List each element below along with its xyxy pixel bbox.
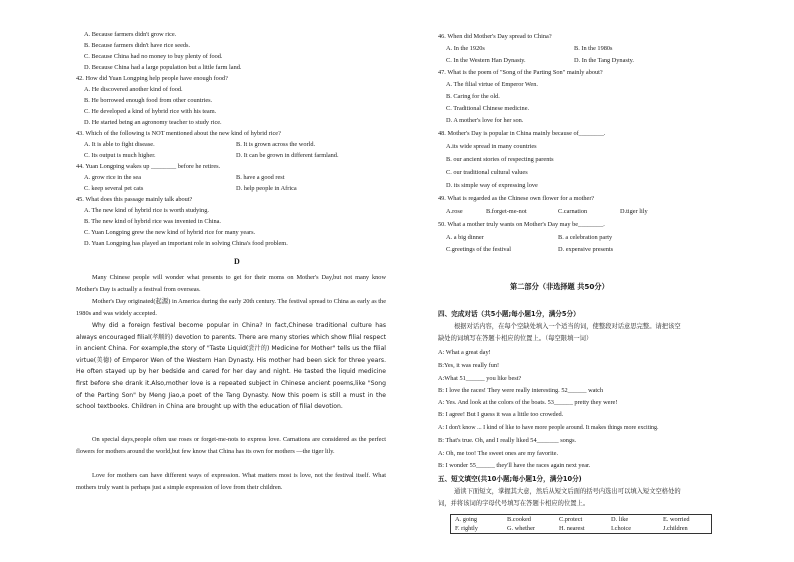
q41-option-c: C. Because China had no money to buy plenty of food. (84, 53, 223, 60)
dialogue-line-6: B: I agree! But I guess it was a little too crowded. (438, 411, 564, 418)
dialogue-line-8: B: That's true. Oh, and I really liked 54_______ songs. (438, 437, 577, 444)
passage-paragraph-3: Why did a foreign festival become popular in China? In fact,Chinese traditional culture has always encouraged filial(孝顺的) devotion to parents. There are many stories which show filial respect in ancient China. For example,the story of "Taste Liquid(尝汁的) Medicine for Mother" tells us the filial virtue(美德) of Emperor Wen of the Western Han Dynasty. His mother had been sick for three years. He often stayed up by her bedside and cared for her day and night. He tasted the liquid medicine first before she drank it.Also,mother love is a repeated subject in Chinese ancient poems,like "Song of the Parting Son" by Meng Jiao,a poet of the Tang Dynasty. Now this poem is still a must in the school textbooks. Children in China are brought up with the education of filial devotion. (76, 322, 386, 411)
word-choice: J.children (663, 525, 688, 532)
q50-option-b: B. a celebration party (558, 234, 613, 241)
q43-option-a: A. It is able to fight disease. (84, 141, 155, 148)
dialogue-line-2: B:Yes, it was really fun! (438, 362, 500, 369)
q41-option-d: D. Because China had a large population but a little farm land. (84, 64, 242, 71)
q44-options-row2 (76, 185, 297, 193)
q44-options-row1 (76, 174, 284, 182)
part-two-title: 第二部分（非选择题 共50分） (510, 282, 609, 291)
passage-paragraph-5: Love for mothers can have different ways of expression. What matters most is love, not the festival itself. What mothers truly want is perhaps just a simple expression of love from their children. (76, 472, 386, 491)
q49-options (438, 208, 648, 216)
word-choice: E. worried (663, 516, 690, 523)
q46-option-c: C. In the Western Han Dynasty. (446, 57, 526, 64)
question-49: 49. What is regarded as the Chinese own flower for a mother? (438, 195, 595, 202)
q46-options-row2 (438, 57, 634, 65)
word-choice: G. whether (507, 525, 535, 532)
question-45: 45. What does this passage mainly talk about? (76, 196, 193, 203)
q42-option-a: A. He discovered another kind of food. (84, 86, 183, 93)
dialogue-line-9: A: Oh, me too! The sweet ones are my favorite. (438, 450, 559, 457)
word-choice: I.choice (611, 525, 632, 532)
dialogue-line-5: A: Yes. And look at the colors of the boats. 53______ pretty they were! (438, 399, 618, 406)
section-four-instructions-2: 缺处的词填写在答题卡相应的位置上。（每空限填一词） (438, 335, 593, 342)
question-42: 42. How did Yuan Longping help people have enough food? (76, 75, 228, 82)
q43-option-d: D. It can be grown in different farmland. (236, 152, 339, 159)
q47-option-a: A. The filial virtue of Emperor Wen. (446, 81, 538, 88)
q41-option-b: B. Because farmers didn't have rice seeds. (84, 42, 191, 49)
q46-options-row1 (438, 45, 612, 53)
word-choice: H. nearest (559, 525, 585, 532)
q46-option-b: B. In the 1980s (574, 45, 613, 52)
word-choice-row (451, 524, 712, 534)
q47-option-b: B. Caring for the old. (446, 93, 500, 100)
section-five-instructions-2: 词，并将该词的字母代号填写在答题卡相应的位置上。 (438, 500, 590, 507)
dialogue-line-1: A: What a great day! (438, 349, 491, 356)
word-choice: B.cooked (507, 516, 531, 523)
q50-option-d: D. expensive presents (558, 246, 614, 253)
section-five-instructions-1: 通读下面短文，掌握其大意，然后从短文后面的括号内选出可以填入短文空格处的 (454, 488, 681, 495)
q44-option-c: C. keep several pet cats (84, 185, 144, 192)
section-four-title: 四、完成对话（共5小题;每小题1分，满分5分） (438, 310, 580, 318)
q44-option-b: B. have a good rest (236, 174, 285, 181)
q42-option-c: C. He developed a kind of hybrid rice with his team. (84, 108, 217, 115)
dialogue-line-7: A: I don't know ... I kind of like to have more people around. It makes things more exciting. (438, 425, 659, 431)
question-48: 48. Mother's Day is popular in China mainly because of________. (438, 130, 606, 137)
word-choice: D. like (611, 516, 629, 523)
q44-option-a: A. grow rice in the sea (84, 174, 142, 181)
passage-paragraph-2: Mother's Day originated(起源) in America during the early 20th century. The festival spread to China as early as the 1980s and was widely accepted. (76, 298, 386, 317)
q49-option-c: C.carnation (558, 208, 588, 215)
q45-option-d: D. Yuan Longping has played an important role in solving China's food problem. (84, 240, 288, 247)
q43-option-b: B. It is grown across the world. (236, 141, 316, 148)
question-44: 44. Yuan Longping wakes up ________ before he retires. (76, 163, 221, 170)
q42-option-b: B. He borrowed enough food from other countries. (84, 97, 213, 104)
q44-option-d: D. help people in Africa (236, 185, 297, 192)
q49-option-a: A.rose (446, 208, 463, 215)
q48-option-b: B. our ancient stories of respecting parents (446, 156, 554, 163)
word-choice: F. rightly (455, 525, 478, 532)
word-choice: C.protect (559, 516, 583, 523)
q42-option-d: D. He started being an agronomy teacher to study rice. (84, 119, 222, 126)
question-43: 43. Which of the following is NOT mentioned about the new kind of hybrid rice? (76, 130, 281, 137)
q41-option-a: A. Because farmers didn't grow rice. (84, 31, 177, 38)
q45-option-a: A. The new kind of hybrid rice is worth studying. (84, 207, 209, 214)
question-46: 46. When did Mother's Day spread to China? (438, 33, 552, 40)
q46-option-d: D. In the Tang Dynasty. (574, 57, 634, 64)
q43-option-c: C. Its output is much higher. (84, 152, 156, 159)
passage-paragraph-4: On special days,people often use roses or forget-me-nots to express love. Carnations are considered as the perfect flowers for mothers around the world,but few know that China has its own for mothers —the tiger lily. (76, 436, 386, 455)
q45-option-b: B. The new kind of hybrid rice was invented in China. (84, 218, 221, 225)
q49-option-b: B.forget-me-not (486, 208, 527, 215)
q48-option-a: A.its wide spread in many countries (446, 143, 537, 150)
word-choice-box (450, 514, 712, 534)
q43-options-row2 (76, 152, 339, 160)
dialogue-line-10: B: I wonder 55______ they'll have the races again next year. (438, 462, 591, 469)
passage-paragraph-1: Many Chinese people will wonder what presents to get for their moms on Mother's Day,but not many know Mother's Day is actually a festival from overseas. (76, 274, 386, 293)
q48-option-d: D. its simple way of expressing love (446, 182, 538, 189)
word-choice-row (451, 515, 712, 525)
q48-option-c: C. our traditional cultural values (446, 169, 528, 176)
dialogue-line-4: B: I love the races! They were really interesting. 52______ watch (438, 387, 604, 394)
q45-option-c: C. Yuan Longping grew the new kind of hybrid rice for many years. (84, 229, 256, 236)
q47-option-c: C. Traditional Chinese medicine. (446, 105, 530, 112)
section-four-instructions-1: 根据对话内容，在每个空缺处填入一个适当的词，使整段对话意思完整。请把该空 (454, 323, 681, 330)
q50-option-a: A. a big dinner (446, 234, 484, 241)
q49-option-d: D.tiger lily (620, 208, 648, 215)
section-five-title: 五、短文填空(共10小题;每小题1分，满分10分) (438, 475, 582, 483)
q50-option-c: C.greetings of the festival (446, 246, 512, 253)
q50-options-row2 (438, 246, 613, 254)
dialogue-line-3: A:What 51______ you like best? (438, 375, 522, 382)
section-d-heading: D (234, 257, 240, 266)
q43-options-row1 (76, 141, 315, 149)
question-47: 47. What is the poem of "Song of the Parting Son" mainly about? (438, 69, 603, 76)
q50-options-row1 (438, 234, 612, 242)
q46-option-a: A. In the 1920s (446, 45, 485, 52)
question-50: 50. What a mother truly wants on Mother's Day may be________. (438, 221, 605, 228)
q47-option-d: D. A mother's love for her son. (446, 117, 524, 124)
word-choice: A. going (455, 516, 478, 523)
